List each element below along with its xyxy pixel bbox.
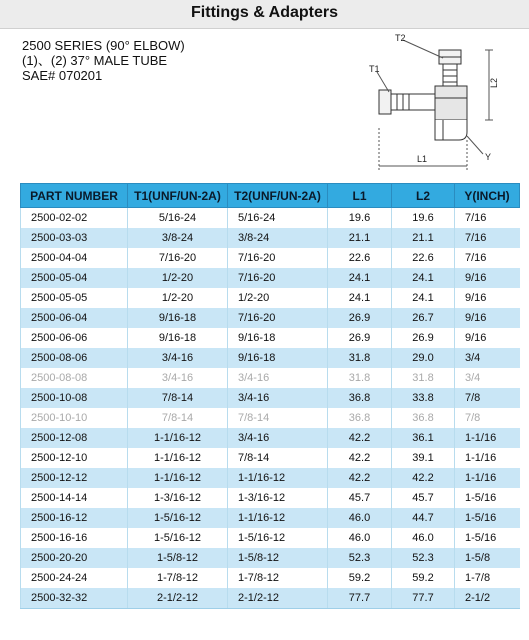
table-cell: 2500-24-24 [21, 568, 128, 588]
table-cell: 7/8-14 [128, 388, 228, 408]
l1-label: L1 [417, 154, 428, 164]
table-cell: 3/4 [455, 348, 520, 368]
table-row [21, 308, 520, 328]
table-row [21, 208, 520, 229]
table-cell: 1-5/8 [455, 548, 520, 568]
table-cell: 9/16-18 [128, 328, 228, 348]
table-cell: 2500-06-04 [21, 308, 128, 328]
table-cell: 77.7 [328, 588, 392, 609]
table-cell: 1-1/16-12 [128, 448, 228, 468]
tube-type: (1)、(2) 37° MALE TUBE [22, 53, 168, 68]
column-header-y: Y(INCH) [455, 184, 520, 208]
y-label: Y [485, 152, 492, 162]
table-cell: 46.0 [328, 528, 392, 548]
table-cell: 1-5/16 [455, 488, 520, 508]
table-cell: 39.1 [392, 448, 455, 468]
table-cell: 2-1/2-12 [228, 588, 328, 609]
table-cell: 1-3/16-12 [228, 488, 328, 508]
table-cell: 5/16-24 [228, 208, 328, 229]
table-cell: 2500-16-12 [21, 508, 128, 528]
table-row [21, 368, 520, 388]
table-cell: 2500-16-16 [21, 528, 128, 548]
table-row [21, 528, 520, 548]
table-cell: 2500-08-08 [21, 368, 128, 388]
column-header-l2: L2 [392, 184, 455, 208]
table-cell: 1-1/16 [455, 428, 520, 448]
table-cell: 1-5/8-12 [128, 548, 228, 568]
table-cell: 2500-10-08 [21, 388, 128, 408]
table-cell: 31.8 [392, 368, 455, 388]
table-cell: 42.2 [328, 468, 392, 488]
table-cell: 3/4-16 [128, 368, 228, 388]
table-cell: 21.1 [328, 228, 392, 248]
table-row [21, 468, 520, 488]
table-cell: 7/8 [455, 408, 520, 428]
table-row [21, 228, 520, 248]
column-header-t1: T1(UNF/UN-2A) [128, 184, 228, 208]
table-cell: 1/2-20 [128, 288, 228, 308]
table-cell: 1-5/16-12 [128, 508, 228, 528]
table-cell: 24.1 [328, 268, 392, 288]
table-cell: 2500-12-08 [21, 428, 128, 448]
t1-label: T1 [369, 64, 380, 74]
table-cell: 2-1/2 [455, 588, 520, 609]
table-row [21, 328, 520, 348]
table-cell: 9/16 [455, 288, 520, 308]
table-row [21, 588, 520, 609]
table-cell: 26.9 [328, 308, 392, 328]
table-cell: 2500-12-10 [21, 448, 128, 468]
table-cell: 1-1/16 [455, 448, 520, 468]
table-cell: 2500-04-04 [21, 248, 128, 268]
table-cell: 9/16 [455, 328, 520, 348]
table-cell: 31.8 [328, 368, 392, 388]
table-cell: 9/16-18 [128, 308, 228, 328]
table-cell: 7/16-20 [228, 308, 328, 328]
table-cell: 36.8 [392, 408, 455, 428]
table-cell: 26.9 [328, 328, 392, 348]
t2-label: T2 [395, 33, 406, 43]
table-cell: 2500-08-06 [21, 348, 128, 368]
table-cell: 2500-03-03 [21, 228, 128, 248]
table-cell: 9/16-18 [228, 348, 328, 368]
page-title: Fittings & Adapters [191, 4, 338, 21]
table-cell: 7/8-14 [228, 408, 328, 428]
table-cell: 1-7/8 [455, 568, 520, 588]
table-cell: 3/8-24 [228, 228, 328, 248]
table-cell: 21.1 [392, 228, 455, 248]
table-cell: 3/8-24 [128, 228, 228, 248]
table-cell: 9/16-18 [228, 328, 328, 348]
table-cell: 26.7 [392, 308, 455, 328]
table-cell: 52.3 [328, 548, 392, 568]
table-cell: 2500-12-12 [21, 468, 128, 488]
elbow-fitting-diagram [355, 28, 525, 180]
table-row [21, 248, 520, 268]
table-cell: 7/16-20 [228, 268, 328, 288]
table-cell: 1-7/8-12 [128, 568, 228, 588]
table-cell: 45.7 [328, 488, 392, 508]
table-cell: 1-1/16-12 [128, 428, 228, 448]
l2-label: L2 [489, 77, 499, 88]
table-cell: 1-5/8-12 [228, 548, 328, 568]
table-cell: 2500-02-02 [21, 208, 128, 229]
table-cell: 24.1 [392, 268, 455, 288]
table-cell: 36.1 [392, 428, 455, 448]
sae-number: SAE# 070201 [22, 68, 103, 83]
table-cell: 5/16-24 [128, 208, 228, 229]
table-cell: 1-1/16-12 [228, 468, 328, 488]
table-cell: 26.9 [392, 328, 455, 348]
table-cell: 1/2-20 [228, 288, 328, 308]
table-cell: 59.2 [392, 568, 455, 588]
table-cell: 2500-06-06 [21, 328, 128, 348]
table-cell: 7/8 [455, 388, 520, 408]
table-cell: 1-7/8-12 [228, 568, 328, 588]
table-row [21, 348, 520, 368]
table-cell: 46.0 [328, 508, 392, 528]
table-cell: 9/16 [455, 308, 520, 328]
table-cell: 45.7 [392, 488, 455, 508]
table-cell: 36.8 [328, 388, 392, 408]
table-cell: 46.0 [392, 528, 455, 548]
column-header-l1: L1 [328, 184, 392, 208]
table-cell: 29.0 [392, 348, 455, 368]
table-cell: 19.6 [328, 208, 392, 229]
table-cell: 7/16-20 [228, 248, 328, 268]
table-cell: 3/4-16 [228, 428, 328, 448]
table-cell: 33.8 [392, 388, 455, 408]
table-cell: 42.2 [392, 468, 455, 488]
table-cell: 24.1 [392, 288, 455, 308]
table-cell: 52.3 [392, 548, 455, 568]
table-cell: 7/8-14 [228, 448, 328, 468]
table-cell: 42.2 [328, 448, 392, 468]
column-header-part-number: PART NUMBER [21, 184, 128, 208]
table-cell: 2500-32-32 [21, 588, 128, 609]
parts-table [20, 183, 520, 609]
table-cell: 1-5/16-12 [128, 528, 228, 548]
table-cell: 2500-05-04 [21, 268, 128, 288]
table-cell: 1-1/16-12 [128, 468, 228, 488]
table-row [21, 428, 520, 448]
table-cell: 31.8 [328, 348, 392, 368]
table-cell: 9/16 [455, 268, 520, 288]
table-cell: 3/4-16 [228, 368, 328, 388]
table-cell: 1-5/16 [455, 508, 520, 528]
table-cell: 1-5/16 [455, 528, 520, 548]
table-cell: 2500-05-05 [21, 288, 128, 308]
table-row [21, 388, 520, 408]
table-cell: 2500-14-14 [21, 488, 128, 508]
table-cell: 3/4 [455, 368, 520, 388]
table-cell: 59.2 [328, 568, 392, 588]
table-cell: 7/16 [455, 208, 520, 229]
table-cell: 44.7 [392, 508, 455, 528]
column-header-t2: T2(UNF/UN-2A) [228, 184, 328, 208]
table-cell: 7/16 [455, 228, 520, 248]
series-name: 2500 SERIES (90° ELBOW) [22, 38, 185, 53]
table-cell: 2500-10-10 [21, 408, 128, 428]
table-cell: 77.7 [392, 588, 455, 609]
table-cell: 1-1/16 [455, 468, 520, 488]
table-header-row [21, 184, 520, 208]
table-row [21, 408, 520, 428]
table-cell: 19.6 [392, 208, 455, 229]
table-cell: 42.2 [328, 428, 392, 448]
table-cell: 1-5/16-12 [228, 528, 328, 548]
table-row [21, 448, 520, 468]
table-row [21, 548, 520, 568]
table-cell: 7/16 [455, 248, 520, 268]
table-row [21, 488, 520, 508]
table-cell: 7/16-20 [128, 248, 228, 268]
table-row [21, 568, 520, 588]
table-row [21, 268, 520, 288]
table-cell: 24.1 [328, 288, 392, 308]
table-cell: 3/4-16 [128, 348, 228, 368]
table-cell: 22.6 [392, 248, 455, 268]
table-cell: 2-1/2-12 [128, 588, 228, 609]
table-cell: 1-1/16-12 [228, 508, 328, 528]
table-cell: 2500-20-20 [21, 548, 128, 568]
table-cell: 1/2-20 [128, 268, 228, 288]
table-cell: 3/4-16 [228, 388, 328, 408]
table-row [21, 288, 520, 308]
table-row [21, 508, 520, 528]
title-bar [0, 0, 529, 29]
table-cell: 36.8 [328, 408, 392, 428]
table-cell: 1-3/16-12 [128, 488, 228, 508]
spec-block [22, 38, 185, 83]
table-cell: 7/8-14 [128, 408, 228, 428]
table-cell: 22.6 [328, 248, 392, 268]
